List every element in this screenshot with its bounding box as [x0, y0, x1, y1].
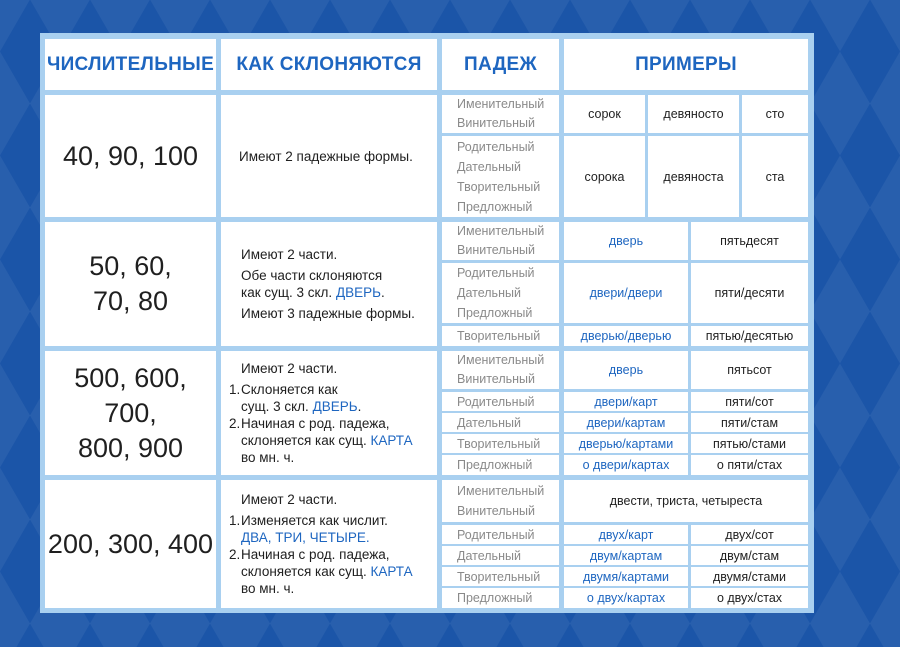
header-declension: КАК СКЛОНЯЮТСЯ	[221, 39, 437, 90]
example-cell: двери/картам	[564, 413, 688, 432]
declension-desc-row3	[221, 351, 437, 475]
example-cell: о пяти/стах	[691, 455, 808, 475]
desc-line: во мн. ч.	[241, 450, 295, 465]
case-cell: Родительный	[442, 392, 559, 411]
numerals-row4: 200, 300, 400	[45, 480, 216, 608]
case-label-prepositional: Предложный	[457, 306, 533, 320]
declension-desc-row4	[221, 480, 437, 608]
example-cell: пяти/сот	[691, 392, 808, 411]
case-label-genitive: Родительный	[457, 139, 535, 154]
case-cell	[442, 95, 559, 133]
example-cell: пятьдесят	[691, 222, 808, 260]
desc-line: Имеют 2 части.	[241, 492, 338, 507]
case-cell: Творительный	[442, 434, 559, 453]
example-cell: двух/сот	[691, 525, 808, 544]
keyword-door: ДВЕРЬ	[335, 285, 381, 300]
list-number: 2.	[229, 416, 241, 431]
keyword-card: КАРТА	[370, 433, 413, 448]
example-cell: дверью/дверью	[564, 326, 688, 346]
desc-line: Изменяется как числит.	[241, 513, 388, 528]
case-cell: Предложный	[442, 588, 559, 608]
example-cell: двум/картам	[564, 546, 688, 565]
desc-line: как сущ. 3 скл.	[241, 285, 333, 300]
desc-punct: .	[357, 399, 362, 414]
example-cell: сто	[742, 95, 808, 133]
numerals-line: 70, 80	[92, 286, 169, 316]
example-cell: девяносто	[648, 95, 739, 133]
case-cell: Предложный	[442, 455, 559, 475]
desc-line: Имеют 2 части.	[241, 247, 338, 262]
case-cell: Дательный	[442, 413, 559, 432]
example-cell: дверь	[564, 222, 688, 260]
case-cell	[442, 480, 559, 522]
desc-line: склоняется как сущ.	[241, 433, 367, 448]
desc-line: Имеют 3 падежные формы.	[241, 306, 415, 321]
desc-line: склоняется как сущ.	[241, 564, 367, 579]
case-cell	[442, 351, 559, 389]
example-cell: пяти/десяти	[691, 263, 808, 323]
declension-table	[40, 33, 814, 613]
example-cell: сорок	[564, 95, 645, 133]
example-cell: двух/карт	[564, 525, 688, 544]
example-cell: двери/карт	[564, 392, 688, 411]
declension-desc-row1: Имеют 2 падежные формы.	[221, 95, 437, 217]
desc-line: Склоняется как	[241, 382, 338, 397]
example-cell: сорока	[564, 136, 645, 217]
case-label-accusative: Винительный	[457, 116, 536, 130]
desc-line: Обе части склоняются	[241, 268, 383, 283]
numerals-row1: 40, 90, 100	[45, 95, 216, 217]
case-label-dative: Дательный	[457, 286, 521, 300]
case-cell: Дательный	[442, 546, 559, 565]
case-label-instrumental: Творительный	[457, 179, 541, 194]
header-case: ПАДЕЖ	[442, 39, 559, 90]
desc-line: Имеют 2 части.	[241, 361, 338, 376]
numerals-line: 500, 600, 700,	[74, 362, 187, 428]
numerals-row3	[45, 351, 216, 475]
example-cell: девяноста	[648, 136, 739, 217]
example-cell: о двух/картах	[564, 588, 688, 608]
desc-line: во мн. ч.	[241, 581, 295, 596]
keyword-numerals: ДВА, ТРИ, ЧЕТЫРЕ.	[241, 530, 370, 545]
declension-desc-row2	[221, 222, 437, 346]
desc-line: сущ. 3 скл.	[241, 399, 309, 414]
case-label-accusative: Винительный	[457, 372, 536, 386]
case-label-nominative: Именительный	[457, 484, 545, 498]
example-cell: дверью/картами	[564, 434, 688, 453]
case-cell	[442, 222, 559, 260]
case-label-nominative: Именительный	[457, 353, 545, 367]
numerals-line: 800, 900	[77, 432, 184, 463]
case-cell: Творительный	[442, 326, 559, 346]
example-cell: пятьсот	[691, 351, 808, 389]
example-cell: двести, триста, четыреста	[564, 480, 808, 522]
list-number: 1.	[229, 382, 241, 397]
case-label-nominative: Именительный	[457, 224, 545, 238]
keyword-card: КАРТА	[370, 564, 413, 579]
example-cell: ста	[742, 136, 808, 217]
list-number: 2.	[229, 547, 241, 562]
case-label-accusative: Винительный	[457, 504, 536, 518]
example-cell: о двери/картах	[564, 455, 688, 475]
list-number: 1.	[229, 513, 241, 528]
case-cell: Творительный	[442, 567, 559, 586]
case-label-prepositional: Предложный	[457, 199, 533, 214]
numerals-row2	[45, 222, 216, 346]
desc-punct: .	[380, 285, 385, 300]
example-cell: двумя/стами	[691, 567, 808, 586]
example-cell: дверь	[564, 351, 688, 389]
example-cell: пятью/стами	[691, 434, 808, 453]
numerals-line: 50, 60,	[89, 251, 172, 281]
example-cell: двумя/картами	[564, 567, 688, 586]
case-label-dative: Дательный	[457, 159, 521, 174]
example-cell: пяти/стам	[691, 413, 808, 432]
case-label-accusative: Винительный	[457, 243, 536, 257]
header-examples: ПРИМЕРЫ	[564, 39, 808, 90]
desc-line: Начиная с род. падежа,	[241, 547, 390, 562]
case-cell: Родительный	[442, 525, 559, 544]
example-cell: о двух/стах	[691, 588, 808, 608]
desc-line: Начиная с род. падежа,	[241, 416, 390, 431]
header-numerals: ЧИСЛИТЕЛЬНЫЕ	[45, 39, 216, 90]
example-cell: двум/стам	[691, 546, 808, 565]
case-cell	[442, 263, 559, 323]
example-cell: двери/двери	[564, 263, 688, 323]
case-cell	[442, 136, 559, 217]
example-cell: пятью/десятью	[691, 326, 808, 346]
keyword-door: ДВЕРЬ	[312, 399, 358, 414]
case-label-nominative: Именительный	[457, 97, 545, 111]
case-label-genitive: Родительный	[457, 266, 535, 280]
